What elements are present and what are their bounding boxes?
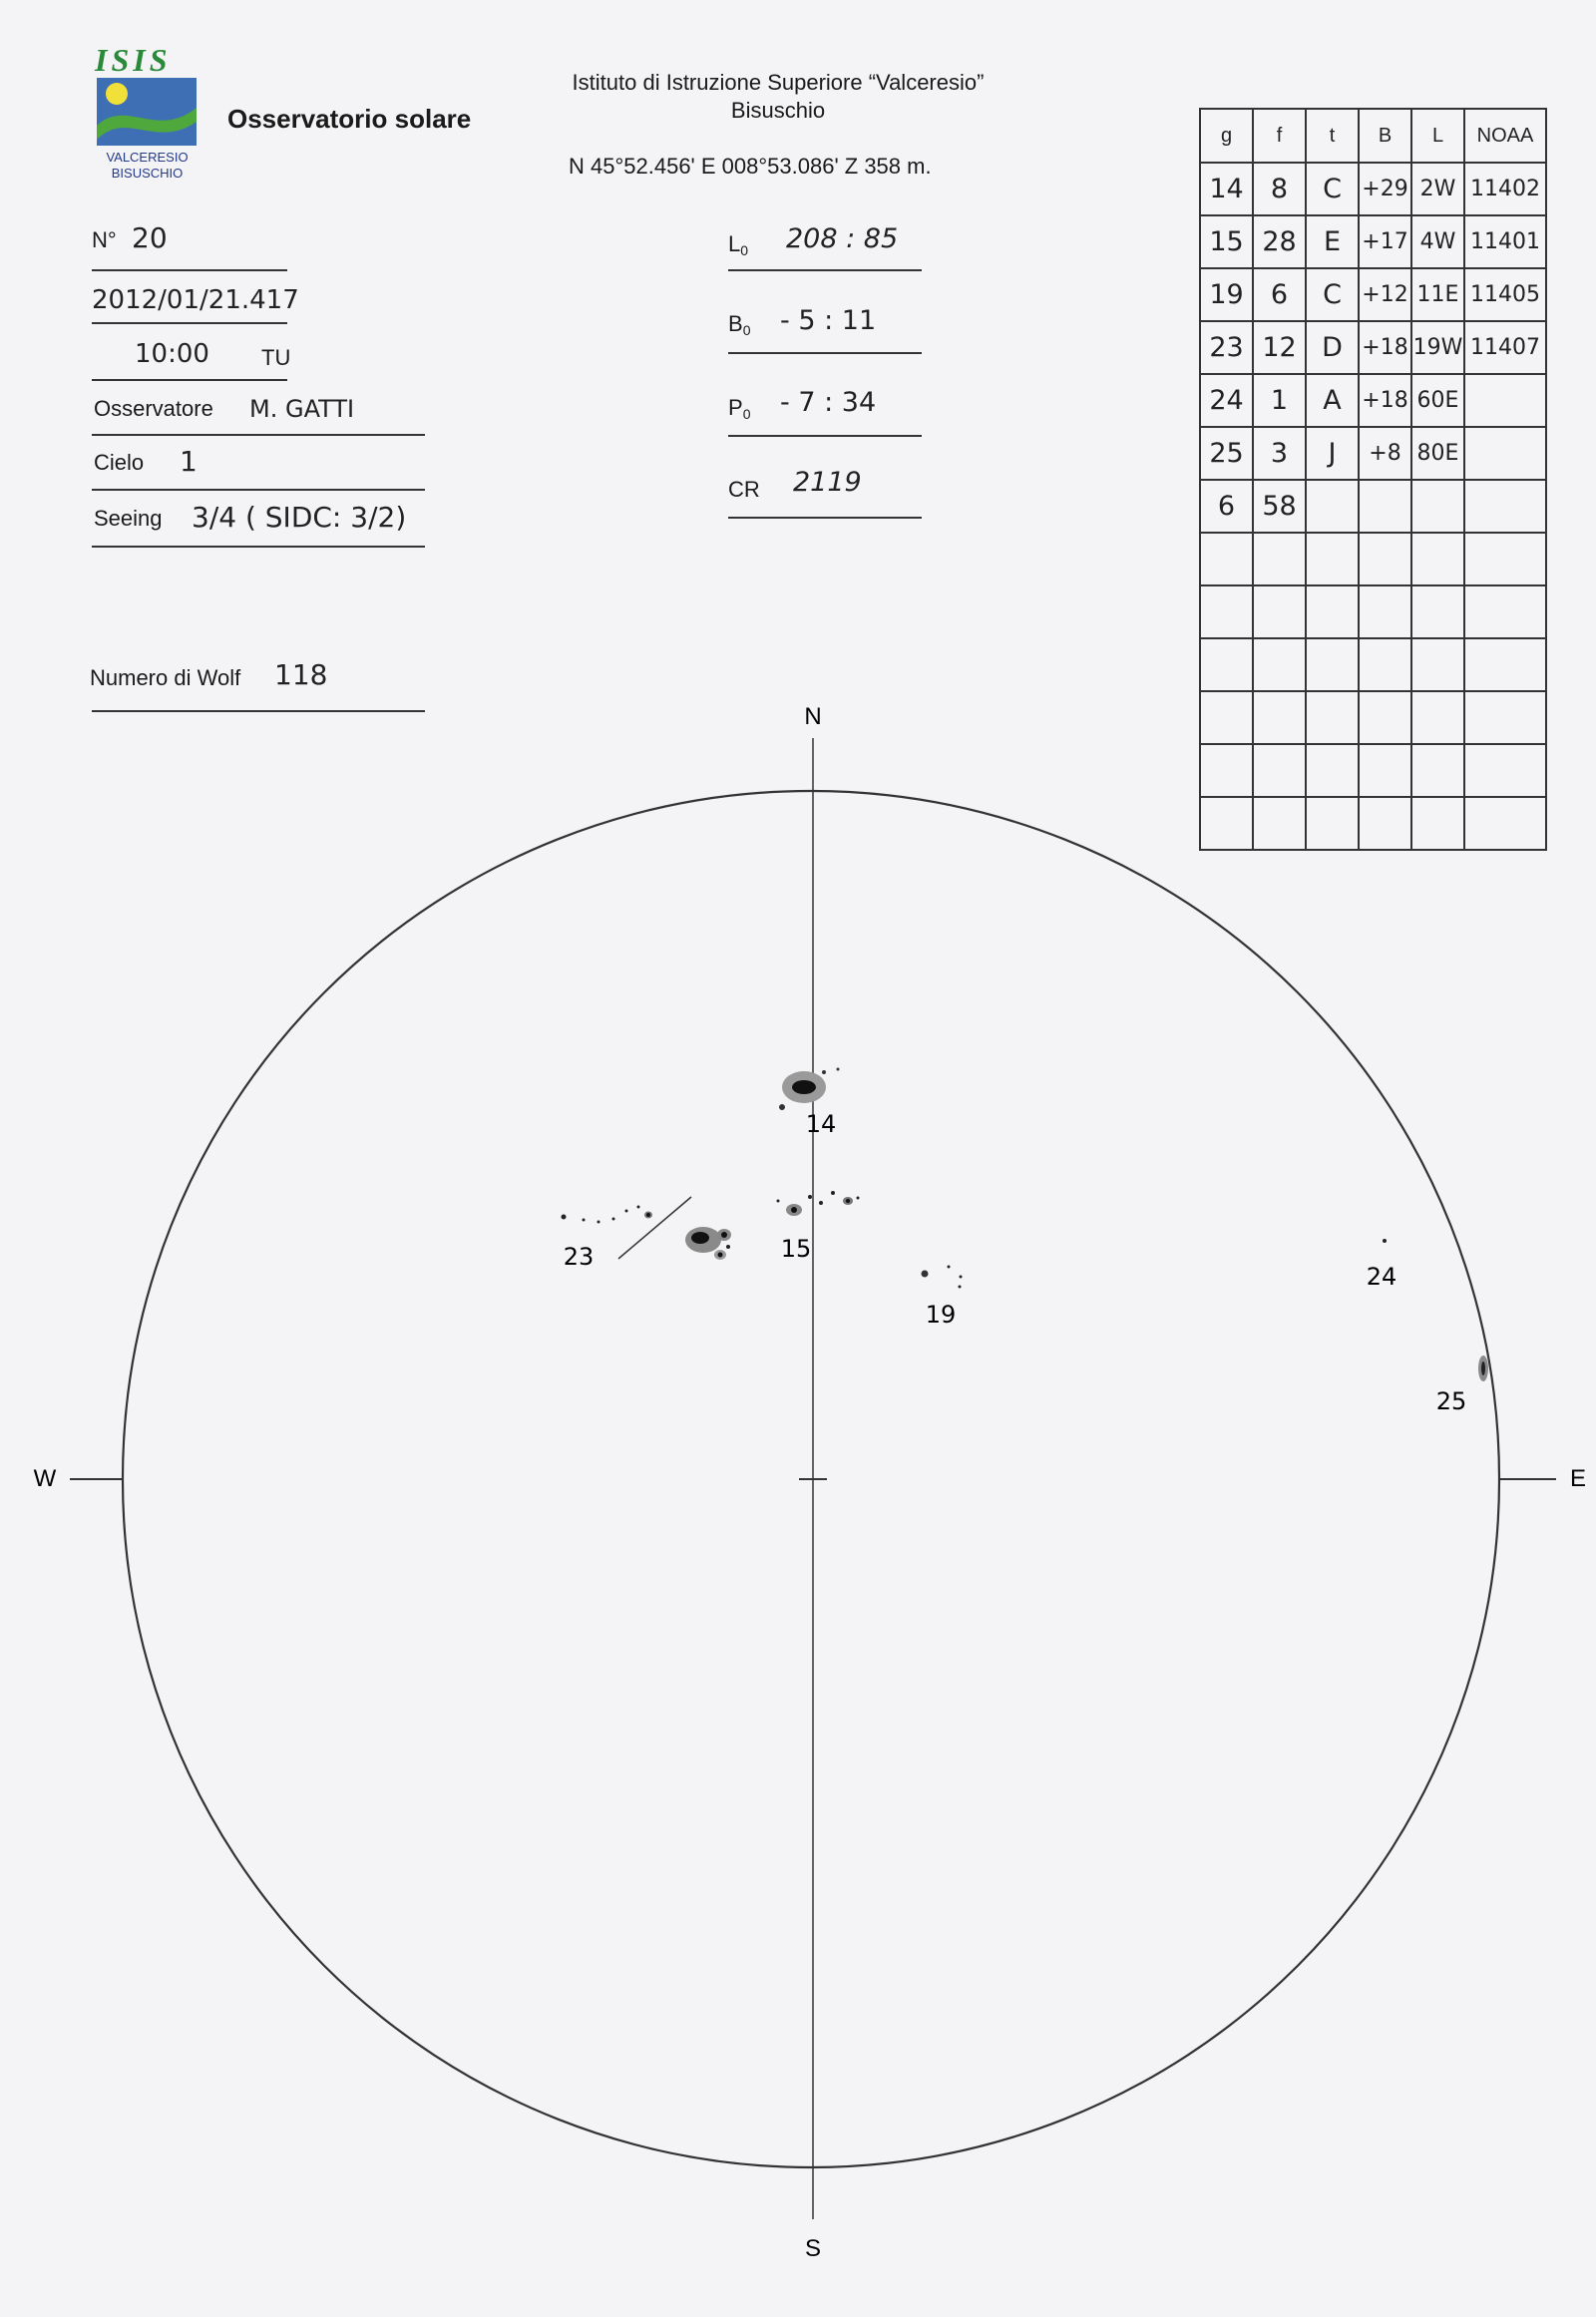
table-cell: 11407 xyxy=(1464,321,1546,374)
table-cell: D xyxy=(1306,321,1359,374)
table-header-cell: t xyxy=(1306,109,1359,163)
table-header-cell: L xyxy=(1411,109,1464,163)
group-label-23: 23 xyxy=(563,1243,595,1271)
table-cell: 12 xyxy=(1253,321,1306,374)
table-cell: 11401 xyxy=(1464,215,1546,268)
table-cell: +8 xyxy=(1359,427,1411,480)
table-cell: 11E xyxy=(1411,268,1464,321)
cr-label: CR xyxy=(728,477,760,502)
time-value: 10:00 xyxy=(135,339,209,369)
table-cell: 11405 xyxy=(1464,268,1546,321)
sunspot-group-14 xyxy=(779,1068,840,1111)
table-cell: 8 xyxy=(1253,163,1306,215)
observer-value: M. GATTI xyxy=(249,395,355,423)
sunspot-group-19 xyxy=(922,1266,963,1289)
sunspot-group-15 xyxy=(777,1191,860,1216)
institute-name: Istituto di Istruzione Superiore “Valceresio” xyxy=(572,70,985,95)
table-cell: 58 xyxy=(1253,480,1306,533)
table-header-cell: g xyxy=(1200,109,1253,163)
observatory-title: Osservatorio solare xyxy=(227,104,472,134)
p0-value: - 7 : 34 xyxy=(780,387,877,418)
p0-label: $P_0$ xyxy=(728,395,751,422)
wolf-label: Numero di Wolf xyxy=(90,665,241,690)
table-cell: 15 xyxy=(1200,215,1253,268)
table-cell: 6 xyxy=(1253,268,1306,321)
group-label-15: 15 xyxy=(780,1235,812,1263)
table-cell: +18 xyxy=(1359,374,1411,427)
group-label-14: 14 xyxy=(805,1110,837,1138)
number-label: N° xyxy=(92,227,117,252)
east-label: E xyxy=(1569,1465,1587,1492)
logo-line-2: BISUSCHIO xyxy=(111,166,184,181)
logo-line-1: VALCERESIO xyxy=(106,150,189,165)
seeing-label: Seeing xyxy=(94,506,163,531)
table-cell: 23 xyxy=(1200,321,1253,374)
sky-value: 1 xyxy=(180,445,198,478)
group-label-24: 24 xyxy=(1366,1263,1397,1291)
wolf-value: 118 xyxy=(274,658,328,691)
institute-city: Bisuschio xyxy=(730,98,826,123)
table-cell: 3 xyxy=(1253,427,1306,480)
table-cell: +17 xyxy=(1359,215,1411,268)
table-cell: 19 xyxy=(1200,268,1253,321)
b0-label: $B_0$ xyxy=(728,311,751,338)
table-cell: +12 xyxy=(1359,268,1411,321)
time-unit: TU xyxy=(261,345,291,370)
sunspot-group-25 xyxy=(1478,1355,1488,1381)
table-cell: 24 xyxy=(1200,374,1253,427)
seeing-value: 3/4 ( SIDC: 3/2) xyxy=(192,501,407,534)
south-label: S xyxy=(804,2235,822,2262)
table-cell: J xyxy=(1306,427,1359,480)
west-label: W xyxy=(33,1465,57,1492)
table-cell: 80E xyxy=(1411,427,1464,480)
site-coordinates: N 45°52.456' E 008°53.086' Z 358 m. xyxy=(569,154,932,179)
table-header-cell: NOAA xyxy=(1464,109,1546,163)
table-cell: 1 xyxy=(1253,374,1306,427)
table-cell: E xyxy=(1306,215,1359,268)
table-cell: +29 xyxy=(1359,163,1411,215)
date-value: 2012/01/21.417 xyxy=(92,285,299,315)
table-cell: 19W xyxy=(1411,321,1464,374)
table-header-cell: f xyxy=(1253,109,1306,163)
table-cell: 2W xyxy=(1411,163,1464,215)
number-value: 20 xyxy=(132,221,168,254)
north-label: N xyxy=(804,703,822,730)
table-cell: +18 xyxy=(1359,321,1411,374)
table-cell: 11402 xyxy=(1464,163,1546,215)
b0-value: - 5 : 11 xyxy=(780,305,877,336)
table-cell: 25 xyxy=(1200,427,1253,480)
table-cell: 60E xyxy=(1411,374,1464,427)
table-cell: 14 xyxy=(1200,163,1253,215)
group-label-19: 19 xyxy=(925,1301,957,1329)
table-cell: C xyxy=(1306,163,1359,215)
logo-mark: ISIS xyxy=(95,42,172,78)
sky-label: Cielo xyxy=(94,450,145,475)
cr-value: 2119 xyxy=(793,467,862,498)
l0-label: $L_0$ xyxy=(728,231,749,258)
sunspot-group-24 xyxy=(1383,1239,1387,1243)
l0-value: 208 : 85 xyxy=(786,223,899,254)
table-cell: A xyxy=(1306,374,1359,427)
table-cell: 6 xyxy=(1200,480,1253,533)
table-cell: C xyxy=(1306,268,1359,321)
table-cell: 4W xyxy=(1411,215,1464,268)
table-header-cell: B xyxy=(1359,109,1411,163)
observer-label: Osservatore xyxy=(94,396,213,421)
group-label-25: 25 xyxy=(1435,1387,1467,1415)
table-cell: 28 xyxy=(1253,215,1306,268)
